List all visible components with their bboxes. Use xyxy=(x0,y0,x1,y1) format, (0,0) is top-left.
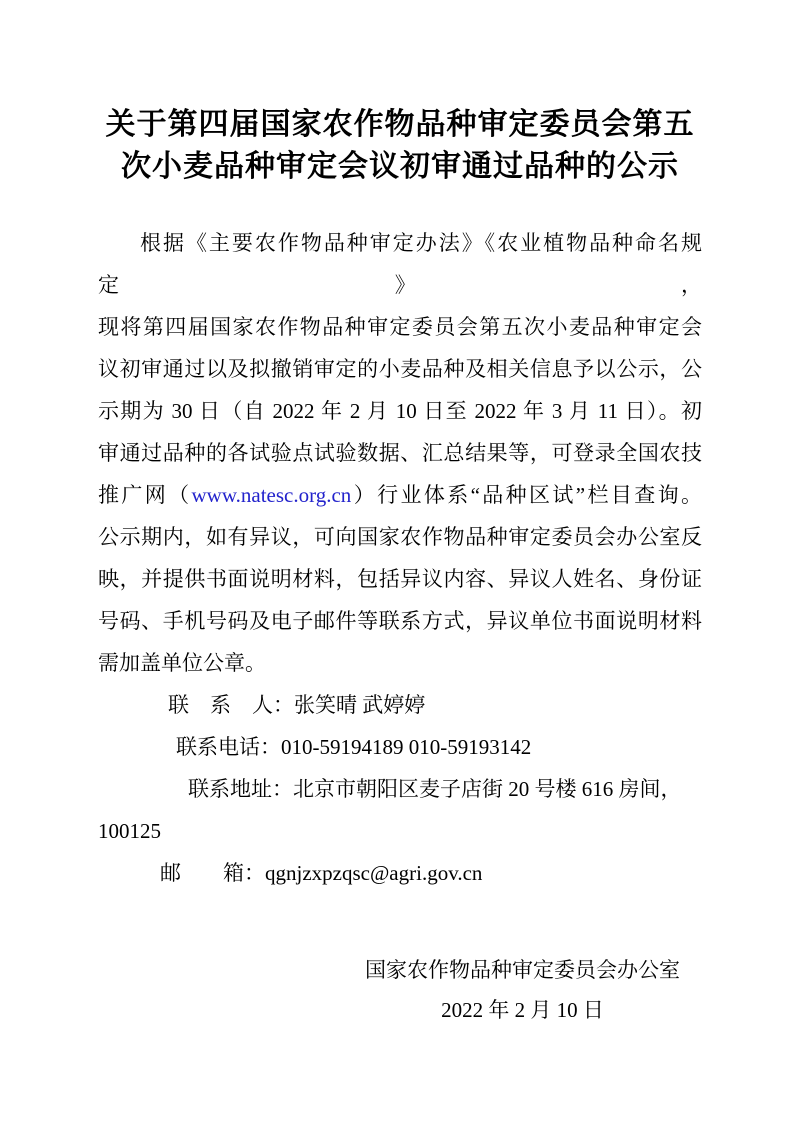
body-line-6-suffix: ）行业体系“品种区试”栏目查询。 xyxy=(351,483,703,507)
body-line-5: 审通过品种的各试验点试验数据、汇总结果等，可登录全国农技 xyxy=(98,441,702,465)
contact-postcode-line: 100125 xyxy=(98,819,161,843)
body-line-6-prefix: 推广网（ xyxy=(98,483,192,507)
body-line-7: 公示期内，如有异议，可向国家农作物品种审定委员会办公室反 xyxy=(98,525,702,549)
body-line-1: 根据《主要农作物品种审定办法》《农业植物品种命名规定》， xyxy=(98,231,702,297)
contact-person-line: 联 系 人：张笑晴 武婷婷 xyxy=(168,693,426,717)
document-title xyxy=(98,104,702,188)
body-line-3: 议初审通过以及拟撤销审定的小麦品种及相关信息予以公示，公 xyxy=(98,357,702,381)
signature-block xyxy=(365,950,680,1030)
body-line-6 xyxy=(98,474,702,516)
body-line-9: 号码、手机号码及电子邮件等联系方式，异议单位书面说明材料 xyxy=(98,609,702,633)
signature-office: 国家农作物品种审定委员会办公室 xyxy=(365,958,680,982)
title-line-2: 次小麦品种审定会议初审通过品种的公示 xyxy=(121,150,679,183)
document-content xyxy=(98,0,702,1030)
contact-email-line: 邮 箱：qgnjzxpzqsc@agri.gov.cn xyxy=(160,861,483,885)
body-paragraph xyxy=(98,222,702,684)
body-line-8: 映，并提供书面说明材料，包括异议内容、异议人姓名、身份证 xyxy=(98,567,702,591)
body-line-2: 现将第四届国家农作物品种审定委员会第五次小麦品种审定会 xyxy=(98,315,702,339)
contact-info xyxy=(98,684,702,894)
body-line-10: 需加盖单位公章。 xyxy=(98,651,266,675)
signature-date: 2022 年 2 月 10 日 xyxy=(441,998,604,1022)
body-line-4: 示期为 30 日（自 2022 年 2 月 10 日至 2022 年 3 月 11 日）。初 xyxy=(98,399,702,423)
contact-address-line: 联系地址：北京市朝阳区麦子店街 20 号楼 616 房间， xyxy=(188,777,682,801)
title-line-1: 关于第四届国家农作物品种审定委员会第五 xyxy=(105,108,695,141)
contact-phone-line: 联系电话：010-59194189 010-59193142 xyxy=(176,735,532,759)
natesc-website-link[interactable]: www.natesc.org.cn xyxy=(191,483,352,507)
